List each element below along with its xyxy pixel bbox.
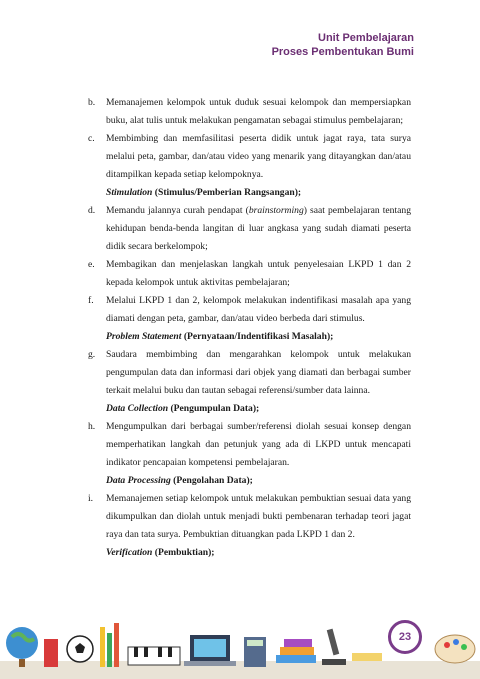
subheading-stimulation — [88, 184, 411, 202]
subheading-rest: (Pernyataan/Indentifikasi Masalah); — [181, 331, 334, 342]
footer-ground — [0, 661, 480, 679]
list-item-text — [106, 202, 411, 256]
list-item-text: Memanajemen kelompok untuk duduk sesuai kelompok dan mempersiapkan buku, alat tulis untuk melakukan pengamatan sebagai stimulus pembelajaran; — [106, 97, 411, 126]
list-marker: g. — [88, 349, 96, 360]
subheading-rest: (Pembuktian); — [152, 547, 215, 558]
list-item-i — [88, 490, 411, 544]
pencils-icon — [100, 623, 119, 667]
list-marker: c. — [88, 133, 95, 144]
list-item-d — [88, 202, 411, 256]
header-topic-title: Proses Pembentukan Bumi — [271, 45, 414, 58]
list-item-text: Memanajemen setiap kelompok untuk melakukan pembuktian sesuai data yang dikumpulkan dan diolah untuk menjadi bukti pembenaran terhadap teori jagat raya dan tata surya. Pembuktian dituangkan pada LKPD 1 dan 2. — [106, 493, 411, 540]
subheading-data-collection — [88, 400, 411, 418]
piano-icon — [128, 647, 180, 665]
books-stack-icon — [276, 639, 316, 663]
text-part: ) saat pembelajaran tentang kehidupan benda-benda langitan di luar angkasa yang sudah diamati peserta didik secara berkelompok; — [106, 205, 411, 252]
page-number-badge — [388, 620, 422, 654]
list-marker: h. — [88, 421, 96, 432]
subheading-problem-statement — [88, 328, 411, 346]
running-header — [272, 32, 414, 59]
text-italic: brainstorming — [248, 205, 304, 216]
list-item-text: Membimbing dan memfasilitasi peserta didik untuk jagat raya, tata surya melalui peta, gambar, dan/atau video yang menarik yang ditayangkan dan/atau ditampilkan kepada setiap kelompoknya. — [106, 133, 411, 180]
list-marker: d. — [88, 205, 96, 216]
body-text — [88, 94, 411, 562]
list-item-text: Saudara membimbing dan mengarahkan kelompok untuk melakukan pengumpulan data dan informasi dari objek yang diamati dan berbagai sumber terkait melalui buku dan tautan sebagai referensi/sumber data lainna. — [106, 349, 411, 396]
subheading-rest: (Pengolahan Data); — [170, 475, 253, 486]
laptop-icon — [184, 635, 236, 666]
subheading-rest: (Pengumpulan Data); — [168, 403, 260, 414]
subheading-rest: (Stimulus/Pemberian Rangsangan); — [152, 187, 302, 198]
list-item-b — [88, 94, 411, 130]
list-item-text: Mengumpulkan dari berbagai sumber/referensi diolah sesuai konsep dengan memperhatikan langkah dan petunjuk yang ada di LKPD untuk mencapati indikator pencapaian kompetensi pembelajaran. — [106, 421, 411, 468]
list-item-c — [88, 130, 411, 184]
text-part: Memandu jalannya curah pendapat ( — [106, 205, 249, 216]
list-marker: b. — [88, 97, 96, 108]
list-marker: f. — [88, 295, 94, 306]
palette-icon — [435, 635, 475, 663]
list-item-f — [88, 292, 411, 328]
header-unit-title: Unit Pembelajaran — [318, 32, 414, 44]
list-marker: i. — [88, 493, 94, 504]
subheading-italic: Stimulation — [106, 187, 153, 198]
calculator-icon — [244, 637, 266, 667]
microscope-icon — [322, 629, 346, 665]
list-item-text: Melalui LKPD 1 dan 2, kelompok melakukan indentifikasi masalah apa yang diamati dengan peta, gambar, dan/atau video berbeda dari stimulus. — [106, 295, 411, 324]
list-item-g — [88, 346, 411, 400]
page-number: 23 — [398, 631, 412, 643]
subheading-italic: Data Collection — [106, 403, 169, 414]
list-item-e — [88, 256, 411, 292]
subheading-verification — [88, 544, 411, 562]
subheading-data-processing — [88, 472, 411, 490]
subheading-italic: Verification — [106, 547, 153, 558]
ruler-icon — [352, 653, 382, 661]
soccer-ball-icon — [67, 636, 93, 662]
subheading-italic: Data Processing — [106, 475, 171, 486]
list-marker: e. — [88, 259, 95, 270]
list-item-text: Membagikan dan menjelaskan langkah untuk penyelesaian LKPD 1 dan 2 kepada kelompok untuk aktivitas pembelajaran; — [106, 259, 411, 288]
subheading-italic: Problem Statement — [106, 331, 182, 342]
list-item-h — [88, 418, 411, 472]
book-icon — [44, 639, 58, 667]
